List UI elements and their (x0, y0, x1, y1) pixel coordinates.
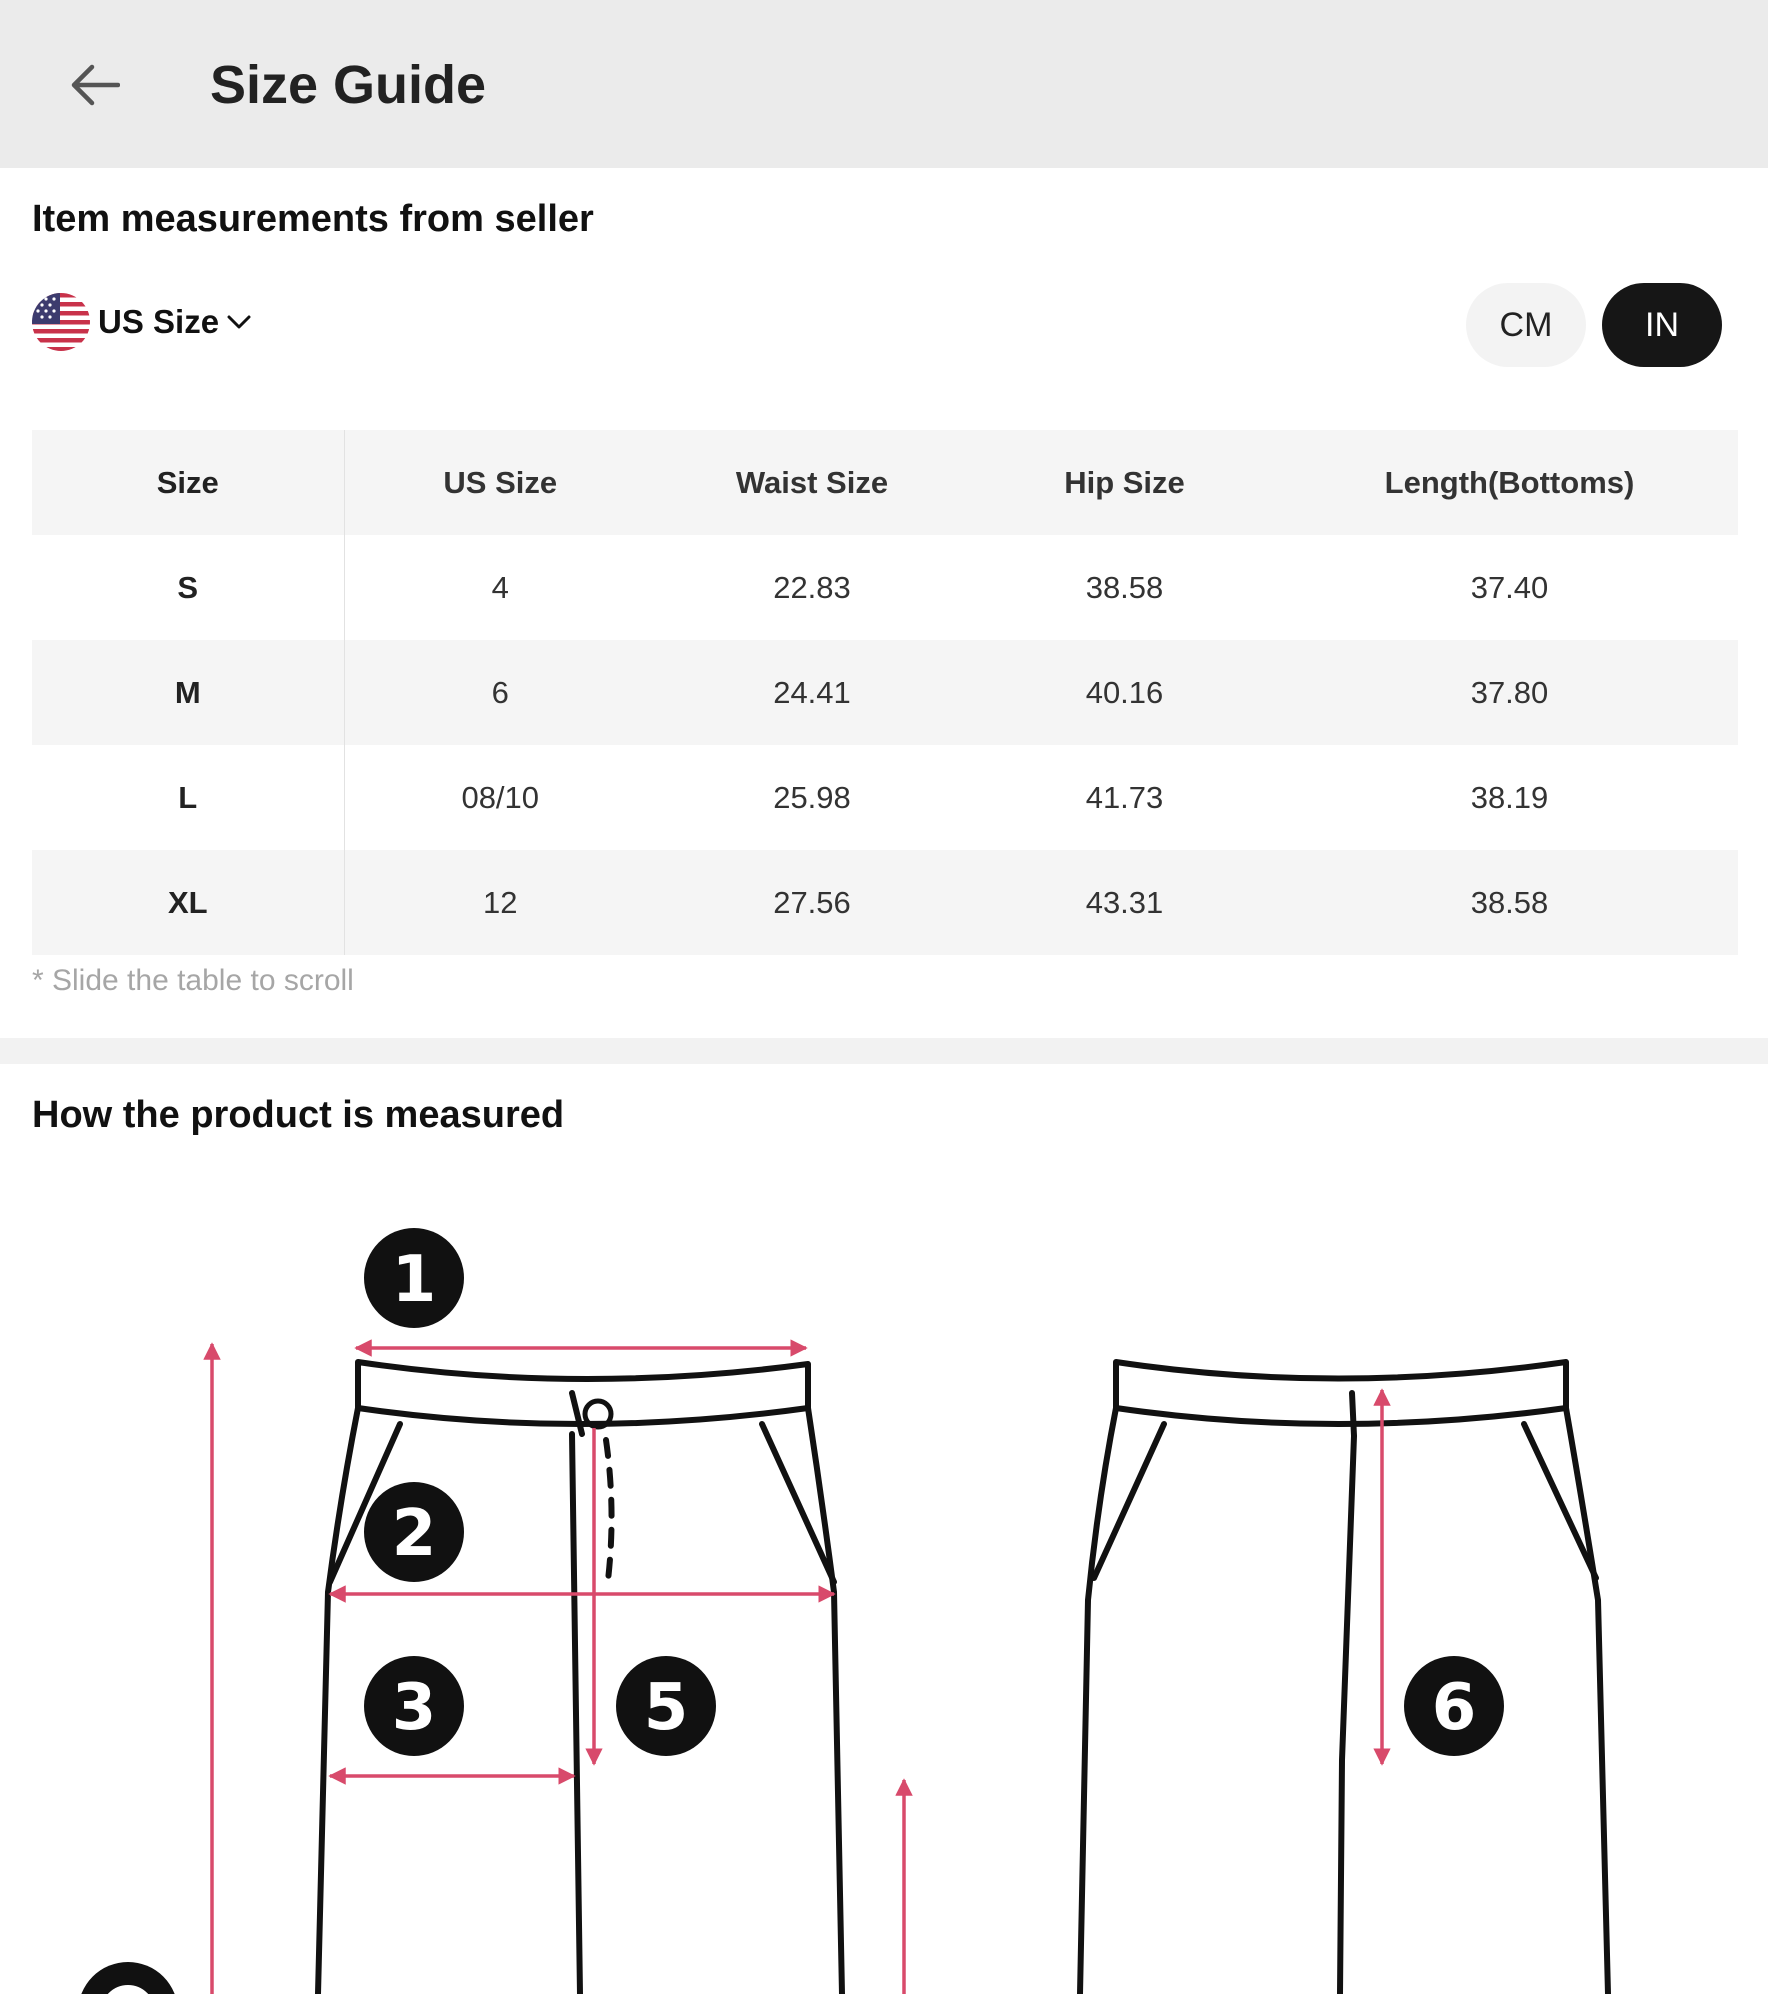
table-cell: 38.19 (1470, 779, 1549, 815)
arrow-left-icon (70, 63, 120, 107)
table-cell: 24.41 (773, 674, 851, 710)
badge-6 (1404, 1656, 1504, 1756)
table-cell: 43.31 (1085, 884, 1164, 920)
scroll-hint: * Slide the table to scroll (32, 964, 354, 997)
table-cell: 27.56 (773, 884, 851, 920)
table-cell: 37.40 (1470, 569, 1549, 605)
table-header: Size (32, 430, 344, 535)
table-cell: S (32, 535, 344, 640)
unit-toggle-in[interactable]: IN (1602, 283, 1722, 367)
table-row (32, 850, 1738, 955)
back-button[interactable] (60, 50, 130, 120)
badge-2 (364, 1482, 464, 1582)
badge-5-label: 5 (643, 1671, 689, 1745)
section-divider (0, 1038, 1768, 1064)
table-header: Length(Bottoms) (1384, 464, 1635, 500)
table-header: US Size (443, 464, 558, 500)
table-row (32, 745, 1738, 850)
unit-toggle-cm[interactable]: CM (1466, 283, 1586, 367)
table-cell: 37.80 (1470, 674, 1549, 710)
pants-measurement-diagram (0, 1170, 1768, 1994)
table-cell: M (32, 640, 344, 745)
table-header-row (32, 430, 1738, 535)
badge-3 (364, 1656, 464, 1756)
badge-5 (616, 1656, 716, 1756)
table-header: Hip Size (1064, 464, 1185, 500)
table-cell: 6 (491, 674, 509, 710)
badge-6-label: 6 (1431, 1671, 1477, 1745)
how-measured-title: How the product is measured (32, 1094, 565, 1136)
table-cell: 41.73 (1085, 779, 1164, 815)
size-system-label: US Size (98, 303, 220, 340)
table-cell: 08/10 (461, 779, 540, 815)
table-cell: 38.58 (1470, 884, 1549, 920)
size-table[interactable] (32, 430, 1739, 955)
pants-back-outline (1080, 1362, 1608, 1994)
table-cell: 40.16 (1085, 674, 1164, 710)
table-cell: 12 (483, 884, 518, 920)
badge-1-label: 1 (391, 1243, 437, 1317)
table-row (32, 640, 1738, 745)
table-header: Waist Size (735, 464, 889, 500)
badge-1 (364, 1228, 464, 1328)
table-cell: XL (32, 850, 344, 955)
badge-partial-inner (106, 1990, 150, 1994)
page-title: Size Guide (210, 55, 487, 115)
table-row (32, 535, 1738, 640)
size-system-selector[interactable] (32, 292, 251, 352)
table-cell: 38.58 (1085, 569, 1164, 605)
table-cell: 25.98 (773, 779, 851, 815)
measurements-title: Item measurements from seller (32, 198, 594, 240)
chevron-down-icon (227, 314, 251, 330)
table-cell: L (32, 745, 344, 850)
badge-2-label: 2 (391, 1497, 437, 1571)
table-cell: 4 (491, 569, 509, 605)
us-flag-icon (32, 293, 90, 351)
badge-3-label: 3 (391, 1671, 437, 1745)
table-cell: 22.83 (773, 569, 851, 605)
app-bar (0, 0, 1768, 168)
